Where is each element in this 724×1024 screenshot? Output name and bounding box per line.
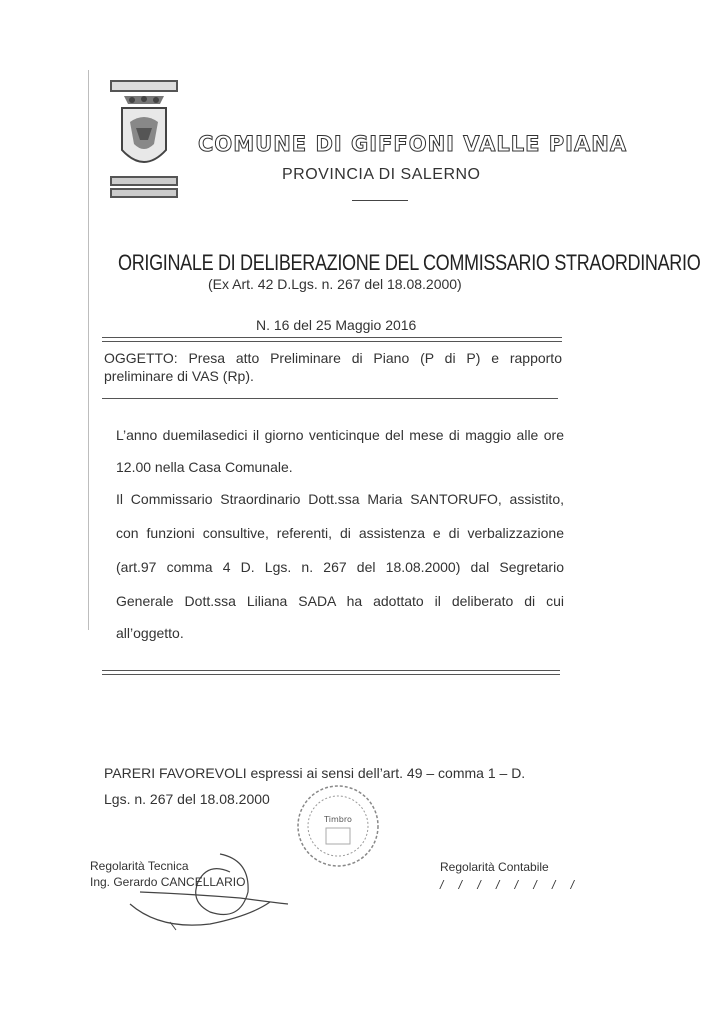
rule-top-1 <box>102 337 562 338</box>
stamp-text: Timbro <box>324 815 352 824</box>
stamp-seal <box>296 784 380 868</box>
regolarita-tecnica-label: Regolarità Tecnica <box>90 859 189 873</box>
margin-line <box>88 70 89 630</box>
body-line-7: all’oggetto. <box>116 625 184 641</box>
crest-logo <box>108 78 180 202</box>
header-divider <box>352 200 408 201</box>
body-line-2: 12.00 nella Casa Comunale. <box>116 459 293 475</box>
pareri-line-1: PARERI FAVOREVOLI espressi ai sensi dell’art. 49 – comma 1 – D. <box>104 765 526 781</box>
signature-right <box>440 858 580 894</box>
rule-oggetto <box>102 398 558 399</box>
comune-title: COMUNE DI GIFFONI VALLE PIANA <box>198 132 628 156</box>
oggetto-text: OGGETTO: Presa atto Preliminare di Piano (P di P) e rapporto preliminare di VAS (Rp). <box>104 350 562 384</box>
body-line-6: Generale Dott.ssa Liliana SADA ha adottato il deliberato di cui <box>116 593 564 609</box>
body-line-1: L’anno duemilasedici il giorno venticinque del mese di maggio alle ore <box>116 427 564 443</box>
body-line-3: Il Commissario Straordinario Dott.ssa Maria SANTORUFO, assistito, <box>116 491 564 507</box>
pareri-line-2: Lgs. n. 267 del 18.08.2000 <box>104 791 270 807</box>
regolarita-contabile-value: / / / / / / / / <box>440 878 581 892</box>
body-line-5: (art.97 comma 4 D. Lgs. n. 267 del 18.08.2000) dal Segretario <box>116 559 564 575</box>
provincia-label: PROVINCIA DI SALERNO <box>282 166 481 183</box>
deliberation-number: N. 16 del 25 Maggio 2016 <box>256 317 417 333</box>
regolarita-contabile-label: Regolarità Contabile <box>440 860 549 874</box>
signature-left <box>90 858 245 890</box>
document-subtitle: (Ex Art. 42 D.Lgs. n. 267 del 18.08.2000) <box>208 276 462 292</box>
signatory-name: Ing. Gerardo CANCELLARIO <box>90 875 246 889</box>
document-title: ORIGINALE DI DELIBERAZIONE DEL COMMISSARIO STRAORDINARIO <box>118 250 701 275</box>
rule-top-2 <box>102 341 562 342</box>
body-line-4: con funzioni consultive, referenti, di assistenza e di verbalizzazione <box>116 525 564 541</box>
rule-bottom-1 <box>102 670 560 671</box>
rule-bottom-2 <box>102 674 560 675</box>
